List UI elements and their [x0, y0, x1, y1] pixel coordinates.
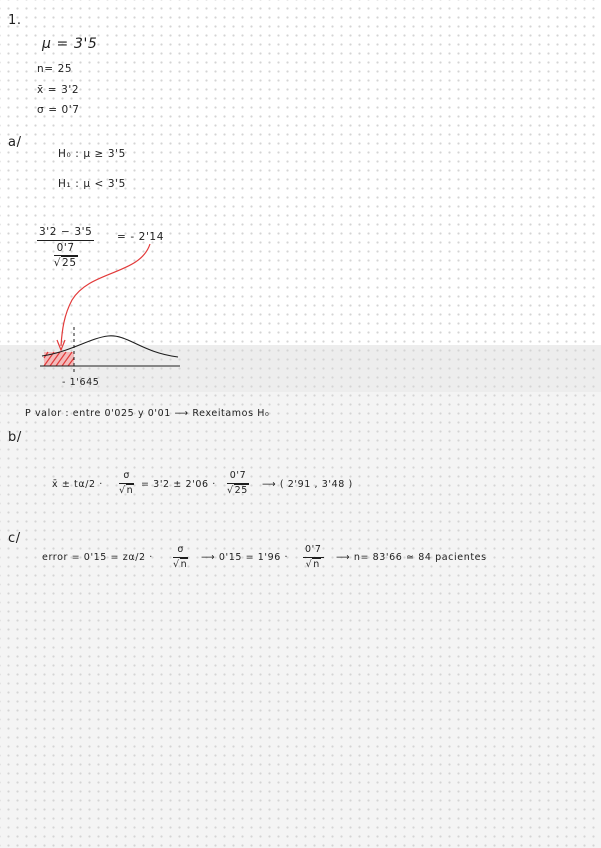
section-1-label: 1.	[8, 13, 22, 28]
ci-mid: = 3'2 ± 2'06 ·	[141, 479, 216, 490]
sigma: σ = 0'7	[37, 104, 80, 116]
null-hypothesis: H₀ : μ ≥ 3'5	[58, 148, 126, 160]
rejection-region-hatch	[44, 352, 74, 366]
alt-hypothesis: H₁ : μ < 3'5	[58, 178, 126, 190]
ci-frac1-sqrt: n	[126, 484, 134, 496]
z-inner-denominator: √25	[53, 257, 77, 269]
error-lhs: error = 0'15 = zα/2 ·	[42, 552, 153, 563]
sample-mean: x̄ = 3'2	[37, 84, 80, 96]
error-frac2-den: √n	[305, 558, 320, 570]
ci-frac1	[119, 471, 134, 495]
mean-mu: μ = 3'5	[42, 36, 98, 52]
ci-frac2-num: 0'7	[227, 471, 249, 484]
error-result: ⟶ n= 83'66 ≃ 84 pacientes	[336, 552, 487, 563]
error-frac1-num: σ	[173, 545, 188, 558]
red-arrow-curve	[61, 244, 150, 346]
ci-frac2-sqrt: 25	[234, 484, 248, 496]
section-a-label: a/	[8, 135, 22, 150]
z-result: = - 2'14	[117, 231, 164, 243]
sample-size: n= 25	[37, 63, 73, 75]
ci-lhs: x̄ ± tα/2 ·	[52, 479, 103, 490]
error-frac2	[303, 545, 324, 569]
error-frac1	[173, 545, 188, 569]
ci-frac1-den: √n	[119, 484, 134, 496]
error-mid: ⟶ 0'15 = 1'96 ·	[201, 552, 289, 563]
ci-frac2	[227, 471, 249, 495]
error-frac2-num: 0'7	[303, 545, 324, 558]
error-frac2-sqrt: n	[313, 558, 320, 570]
section-c-label: c/	[8, 531, 21, 546]
critical-value-label: - 1'645	[62, 377, 100, 388]
ci-frac2-den: √25	[227, 484, 248, 496]
ci-frac1-num: σ	[119, 471, 134, 484]
z-numerator: 3'2 − 3'5	[37, 227, 94, 241]
z-inner-numerator: 0'7	[54, 243, 78, 257]
p-value-line: P valor : entre 0'025 y 0'01 ⟶ Rexeitamos H₀	[25, 408, 270, 419]
ci-result: ⟶ ( 2'91 , 3'48 )	[262, 479, 353, 490]
error-frac1-sqrt: n	[180, 558, 188, 570]
error-frac1-den: √n	[173, 558, 188, 570]
z-sqrt-value: 25	[62, 257, 77, 269]
section-b-label: b/	[8, 430, 22, 445]
